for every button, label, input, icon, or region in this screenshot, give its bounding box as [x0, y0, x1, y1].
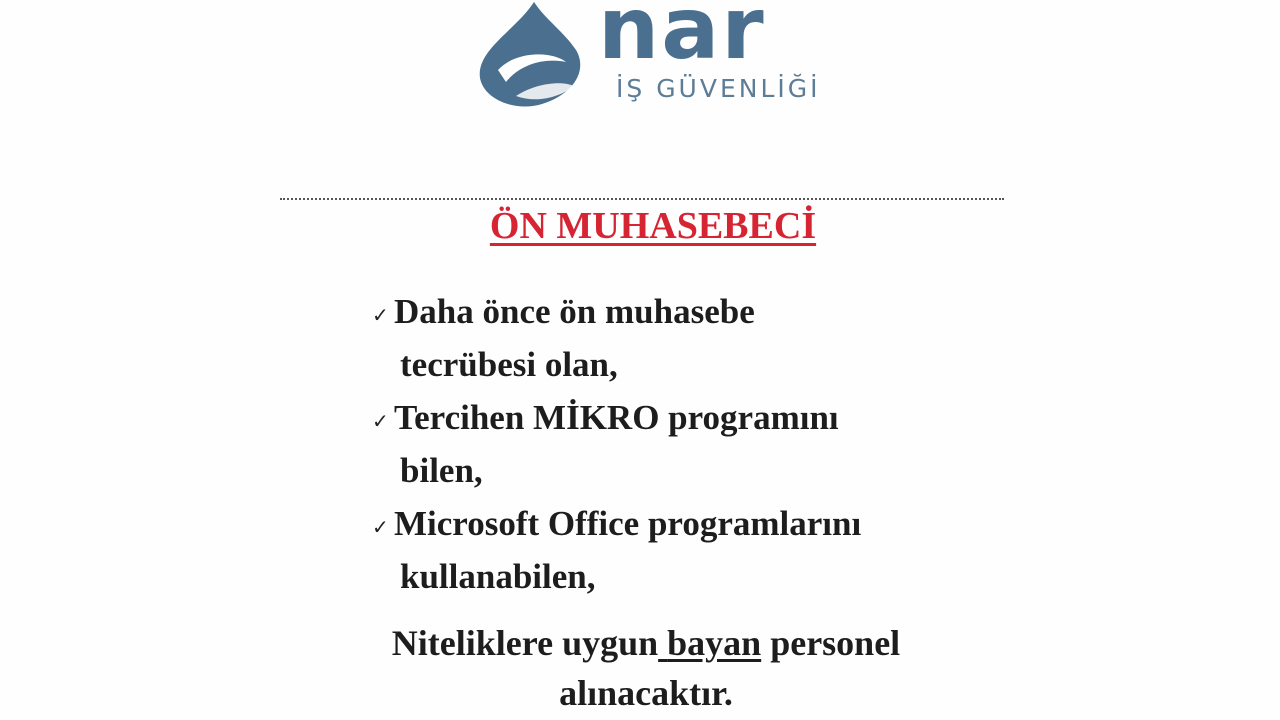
requirement-item — [372, 285, 861, 391]
requirement-item — [372, 497, 861, 603]
closing-emphasis: bayan — [667, 623, 762, 663]
dotted-separator — [280, 198, 1004, 200]
brand-wordmark: nar — [598, 0, 766, 79]
company-logo — [476, 0, 896, 115]
requirement-line: Tercihen MİKRO programını — [394, 398, 839, 437]
closing-statement — [0, 618, 1280, 718]
requirement-line: Daha önce ön muhasebe — [394, 292, 755, 331]
requirement-line-continued: kullanabilen, — [400, 557, 596, 596]
requirement-line: Microsoft Office programlarını — [394, 504, 862, 543]
checkmark-icon: ✓ — [372, 303, 389, 327]
closing-line-1 — [0, 618, 1280, 668]
requirement-line-continued: tecrübesi olan, — [400, 345, 618, 384]
checkmark-icon: ✓ — [372, 409, 389, 433]
closing-text-before: Niteliklere uygun — [391, 623, 659, 663]
requirement-item — [372, 391, 861, 497]
requirements-list — [372, 285, 861, 603]
water-drop-logo-icon — [476, 0, 596, 110]
closing-gap — [658, 623, 667, 663]
checkmark-icon: ✓ — [372, 515, 389, 539]
closing-line-2: alınacaktır. — [559, 673, 733, 713]
closing-text-after: personel — [761, 623, 901, 663]
job-title-heading: ÖN MUHASEBECİ — [489, 205, 817, 247]
requirement-line-continued: bilen, — [400, 451, 483, 490]
brand-subtitle: İŞ GÜVENLİĞİ — [616, 74, 821, 103]
